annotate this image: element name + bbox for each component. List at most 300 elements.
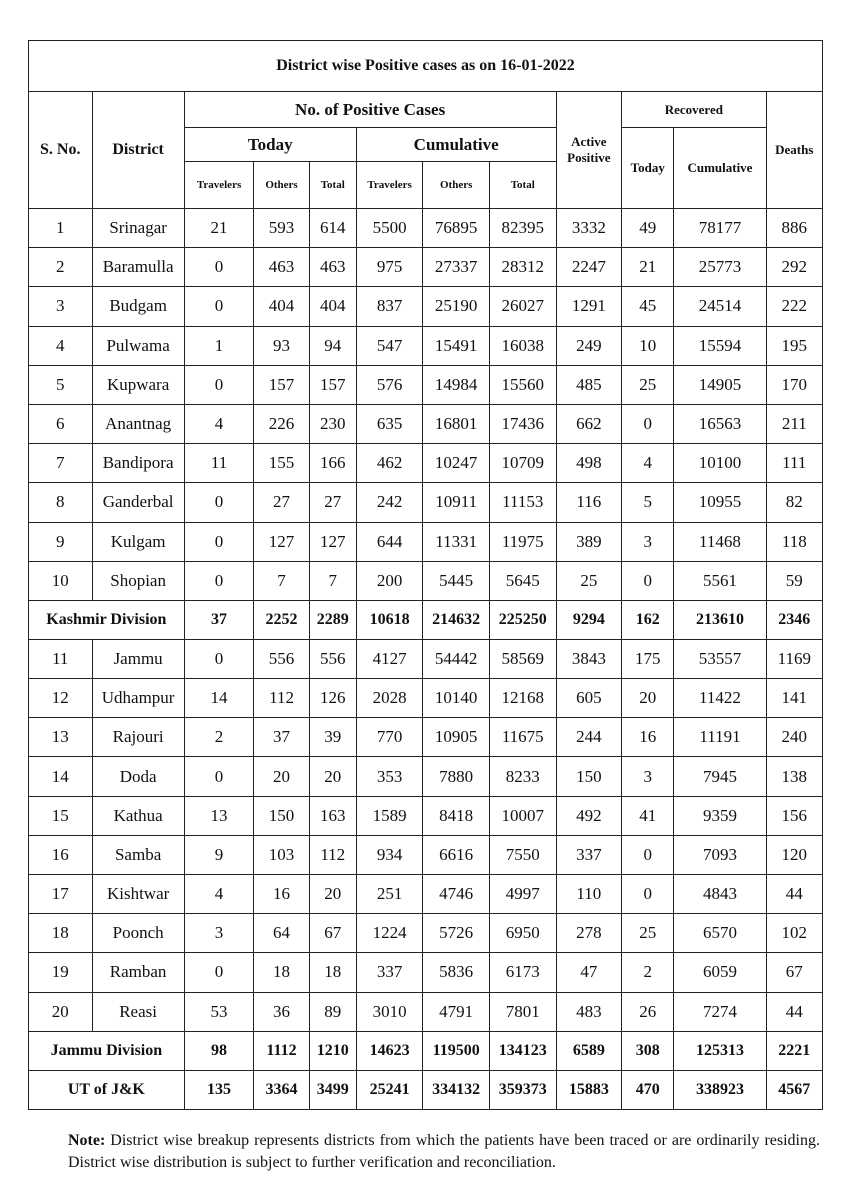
value-cell: 13 (184, 796, 254, 835)
value-cell: 25 (622, 914, 674, 953)
value-cell: 16 (254, 875, 309, 914)
value-cell: 64 (254, 914, 309, 953)
value-cell: 12168 (489, 679, 556, 718)
total-cell: 162 (622, 600, 674, 639)
table-row (29, 561, 823, 600)
value-cell: 1224 (356, 914, 423, 953)
value-cell: 127 (254, 522, 309, 561)
total-cell: 308 (622, 1031, 674, 1070)
value-cell: 127 (309, 522, 356, 561)
value-cell: 18 (309, 953, 356, 992)
table-row (29, 287, 823, 326)
district-cell: Bandipora (92, 444, 184, 483)
value-cell: 292 (766, 248, 822, 287)
value-cell: 662 (556, 404, 622, 443)
value-cell: 20 (309, 875, 356, 914)
value-cell: 337 (356, 953, 423, 992)
district-cell: Ganderbal (92, 483, 184, 522)
header-today-travelers: Travelers (184, 162, 254, 209)
serial-cell: 20 (29, 992, 93, 1031)
value-cell: 27 (309, 483, 356, 522)
table-row (29, 248, 823, 287)
value-cell: 4791 (423, 992, 490, 1031)
note-label: Note: (68, 1132, 106, 1149)
value-cell: 102 (766, 914, 822, 953)
total-cell: 3499 (309, 1070, 356, 1109)
value-cell: 10007 (489, 796, 556, 835)
value-cell: 463 (254, 248, 309, 287)
header-positive-cases: No. of Positive Cases (184, 92, 556, 128)
value-cell: 5445 (423, 561, 490, 600)
value-cell: 111 (766, 444, 822, 483)
division-label: UT of J&K (29, 1070, 185, 1109)
value-cell: 36 (254, 992, 309, 1031)
value-cell: 25 (556, 561, 622, 600)
total-cell: 3364 (254, 1070, 309, 1109)
value-cell: 6950 (489, 914, 556, 953)
value-cell: 53 (184, 992, 254, 1031)
value-cell: 25773 (674, 248, 766, 287)
value-cell: 26 (622, 992, 674, 1031)
table-row (29, 796, 823, 835)
header-cumulative-others: Others (423, 162, 490, 209)
value-cell: 11 (184, 444, 254, 483)
value-cell: 0 (184, 953, 254, 992)
serial-cell: 1 (29, 209, 93, 248)
value-cell: 112 (254, 679, 309, 718)
value-cell: 10100 (674, 444, 766, 483)
value-cell: 404 (254, 287, 309, 326)
total-cell: 1210 (309, 1031, 356, 1070)
table-body (29, 209, 823, 1110)
value-cell: 112 (309, 835, 356, 874)
district-cell: Ramban (92, 953, 184, 992)
value-cell: 0 (184, 757, 254, 796)
value-cell: 14984 (423, 365, 490, 404)
value-cell: 886 (766, 209, 822, 248)
value-cell: 6059 (674, 953, 766, 992)
value-cell: 27 (254, 483, 309, 522)
value-cell: 404 (309, 287, 356, 326)
total-cell: 4567 (766, 1070, 822, 1109)
value-cell: 0 (184, 522, 254, 561)
value-cell: 93 (254, 326, 309, 365)
value-cell: 0 (622, 835, 674, 874)
total-cell: 2252 (254, 600, 309, 639)
district-cell: Shopian (92, 561, 184, 600)
serial-cell: 5 (29, 365, 93, 404)
value-cell: 156 (766, 796, 822, 835)
district-cell: Pulwama (92, 326, 184, 365)
serial-cell: 7 (29, 444, 93, 483)
table-row (29, 757, 823, 796)
table-row (29, 679, 823, 718)
value-cell: 16 (622, 718, 674, 757)
value-cell: 5561 (674, 561, 766, 600)
value-cell: 67 (766, 953, 822, 992)
serial-cell: 16 (29, 835, 93, 874)
value-cell: 26027 (489, 287, 556, 326)
total-cell: 213610 (674, 600, 766, 639)
serial-cell: 9 (29, 522, 93, 561)
jammu-division-total-row (29, 1031, 823, 1070)
value-cell: 0 (184, 248, 254, 287)
value-cell: 10140 (423, 679, 490, 718)
value-cell: 244 (556, 718, 622, 757)
header-cumulative-total: Total (489, 162, 556, 209)
value-cell: 10911 (423, 483, 490, 522)
district-cell: Budgam (92, 287, 184, 326)
value-cell: 49 (622, 209, 674, 248)
value-cell: 0 (184, 287, 254, 326)
value-cell: 9359 (674, 796, 766, 835)
value-cell: 25190 (423, 287, 490, 326)
value-cell: 150 (254, 796, 309, 835)
total-cell: 470 (622, 1070, 674, 1109)
value-cell: 94 (309, 326, 356, 365)
header-recovered-today: Today (622, 128, 674, 209)
table-title: District wise Positive cases as on 16-01-2022 (29, 41, 823, 92)
total-cell: 338923 (674, 1070, 766, 1109)
value-cell: 240 (766, 718, 822, 757)
value-cell: 20 (254, 757, 309, 796)
note-text: District wise breakup represents districts from which the patients have been traced or are ordinarily residing. District wise distribution is subject to further verification and reconciliation. (68, 1132, 820, 1171)
value-cell: 211 (766, 404, 822, 443)
value-cell: 47 (556, 953, 622, 992)
value-cell: 53557 (674, 639, 766, 678)
value-cell: 45 (622, 287, 674, 326)
value-cell: 4843 (674, 875, 766, 914)
value-cell: 4127 (356, 639, 423, 678)
value-cell: 11153 (489, 483, 556, 522)
serial-cell: 15 (29, 796, 93, 835)
value-cell: 242 (356, 483, 423, 522)
value-cell: 9 (184, 835, 254, 874)
district-cell: Reasi (92, 992, 184, 1031)
value-cell: 10709 (489, 444, 556, 483)
serial-cell: 14 (29, 757, 93, 796)
district-cell: Kulgam (92, 522, 184, 561)
value-cell: 644 (356, 522, 423, 561)
value-cell: 59 (766, 561, 822, 600)
header-cumulative-travelers: Travelers (356, 162, 423, 209)
value-cell: 14 (184, 679, 254, 718)
header-cumulative: Cumulative (356, 128, 556, 162)
header-sno: S. No. (29, 92, 93, 209)
total-cell: 9294 (556, 600, 622, 639)
value-cell: 2 (184, 718, 254, 757)
value-cell: 10905 (423, 718, 490, 757)
value-cell: 110 (556, 875, 622, 914)
value-cell: 14905 (674, 365, 766, 404)
cases-table (28, 40, 823, 1110)
value-cell: 7274 (674, 992, 766, 1031)
footnote (68, 1130, 820, 1174)
value-cell: 82 (766, 483, 822, 522)
total-cell: 15883 (556, 1070, 622, 1109)
value-cell: 337 (556, 835, 622, 874)
value-cell: 11975 (489, 522, 556, 561)
value-cell: 170 (766, 365, 822, 404)
total-cell: 98 (184, 1031, 254, 1070)
value-cell: 576 (356, 365, 423, 404)
value-cell: 27337 (423, 248, 490, 287)
value-cell: 24514 (674, 287, 766, 326)
value-cell: 126 (309, 679, 356, 718)
value-cell: 4 (184, 875, 254, 914)
header-today: Today (184, 128, 356, 162)
value-cell: 5 (622, 483, 674, 522)
value-cell: 8418 (423, 796, 490, 835)
table-row (29, 718, 823, 757)
value-cell: 3843 (556, 639, 622, 678)
table-row (29, 914, 823, 953)
value-cell: 0 (622, 561, 674, 600)
value-cell: 556 (254, 639, 309, 678)
value-cell: 0 (184, 639, 254, 678)
value-cell: 605 (556, 679, 622, 718)
value-cell: 5836 (423, 953, 490, 992)
value-cell: 103 (254, 835, 309, 874)
total-cell: 334132 (423, 1070, 490, 1109)
value-cell: 8233 (489, 757, 556, 796)
serial-cell: 17 (29, 875, 93, 914)
table-row (29, 953, 823, 992)
total-cell: 37 (184, 600, 254, 639)
serial-cell: 2 (29, 248, 93, 287)
value-cell: 141 (766, 679, 822, 718)
value-cell: 389 (556, 522, 622, 561)
table-row (29, 404, 823, 443)
value-cell: 89 (309, 992, 356, 1031)
serial-cell: 4 (29, 326, 93, 365)
district-cell: Rajouri (92, 718, 184, 757)
table-row (29, 992, 823, 1031)
value-cell: 3332 (556, 209, 622, 248)
value-cell: 10955 (674, 483, 766, 522)
value-cell: 770 (356, 718, 423, 757)
value-cell: 230 (309, 404, 356, 443)
total-cell: 10618 (356, 600, 423, 639)
table-row (29, 835, 823, 874)
header-active-positive: Active Positive (556, 92, 622, 209)
value-cell: 18 (254, 953, 309, 992)
table-row (29, 326, 823, 365)
value-cell: 1 (184, 326, 254, 365)
value-cell: 0 (184, 483, 254, 522)
value-cell: 138 (766, 757, 822, 796)
value-cell: 7 (309, 561, 356, 600)
district-cell: Anantnag (92, 404, 184, 443)
value-cell: 11331 (423, 522, 490, 561)
value-cell: 21 (184, 209, 254, 248)
total-cell: 125313 (674, 1031, 766, 1070)
total-cell: 6589 (556, 1031, 622, 1070)
total-cell: 2221 (766, 1031, 822, 1070)
division-label: Kashmir Division (29, 600, 185, 639)
value-cell: 0 (184, 365, 254, 404)
value-cell: 200 (356, 561, 423, 600)
value-cell: 3010 (356, 992, 423, 1031)
value-cell: 614 (309, 209, 356, 248)
value-cell: 5726 (423, 914, 490, 953)
value-cell: 58569 (489, 639, 556, 678)
total-cell: 134123 (489, 1031, 556, 1070)
value-cell: 593 (254, 209, 309, 248)
value-cell: 6570 (674, 914, 766, 953)
value-cell: 41 (622, 796, 674, 835)
value-cell: 0 (622, 875, 674, 914)
serial-cell: 13 (29, 718, 93, 757)
value-cell: 975 (356, 248, 423, 287)
value-cell: 462 (356, 444, 423, 483)
total-cell: 359373 (489, 1070, 556, 1109)
header-recovered: Recovered (622, 92, 766, 128)
value-cell: 6616 (423, 835, 490, 874)
value-cell: 11422 (674, 679, 766, 718)
value-cell: 16563 (674, 404, 766, 443)
value-cell: 6173 (489, 953, 556, 992)
value-cell: 4 (184, 404, 254, 443)
value-cell: 485 (556, 365, 622, 404)
value-cell: 278 (556, 914, 622, 953)
value-cell: 5645 (489, 561, 556, 600)
value-cell: 837 (356, 287, 423, 326)
table-row (29, 639, 823, 678)
total-cell: 2289 (309, 600, 356, 639)
serial-cell: 12 (29, 679, 93, 718)
value-cell: 195 (766, 326, 822, 365)
value-cell: 157 (254, 365, 309, 404)
header-deaths: Deaths (766, 92, 822, 209)
value-cell: 0 (184, 561, 254, 600)
total-cell: 25241 (356, 1070, 423, 1109)
value-cell: 4746 (423, 875, 490, 914)
total-cell: 135 (184, 1070, 254, 1109)
value-cell: 163 (309, 796, 356, 835)
value-cell: 498 (556, 444, 622, 483)
table-row (29, 444, 823, 483)
district-cell: Srinagar (92, 209, 184, 248)
district-cell: Kathua (92, 796, 184, 835)
table-row (29, 209, 823, 248)
district-cell: Jammu (92, 639, 184, 678)
value-cell: 7 (254, 561, 309, 600)
value-cell: 82395 (489, 209, 556, 248)
value-cell: 483 (556, 992, 622, 1031)
value-cell: 21 (622, 248, 674, 287)
value-cell: 463 (309, 248, 356, 287)
table-row (29, 365, 823, 404)
value-cell: 2028 (356, 679, 423, 718)
value-cell: 67 (309, 914, 356, 953)
value-cell: 3 (622, 757, 674, 796)
value-cell: 492 (556, 796, 622, 835)
total-cell: 14623 (356, 1031, 423, 1070)
value-cell: 54442 (423, 639, 490, 678)
value-cell: 1291 (556, 287, 622, 326)
serial-cell: 11 (29, 639, 93, 678)
value-cell: 16038 (489, 326, 556, 365)
value-cell: 78177 (674, 209, 766, 248)
total-cell: 1112 (254, 1031, 309, 1070)
value-cell: 547 (356, 326, 423, 365)
serial-cell: 19 (29, 953, 93, 992)
value-cell: 76895 (423, 209, 490, 248)
total-cell: 214632 (423, 600, 490, 639)
district-cell: Poonch (92, 914, 184, 953)
value-cell: 251 (356, 875, 423, 914)
value-cell: 20 (309, 757, 356, 796)
serial-cell: 8 (29, 483, 93, 522)
division-label: Jammu Division (29, 1031, 185, 1070)
value-cell: 15560 (489, 365, 556, 404)
serial-cell: 10 (29, 561, 93, 600)
value-cell: 157 (309, 365, 356, 404)
value-cell: 2 (622, 953, 674, 992)
table-row (29, 483, 823, 522)
value-cell: 10247 (423, 444, 490, 483)
value-cell: 3 (622, 522, 674, 561)
value-cell: 116 (556, 483, 622, 522)
value-cell: 635 (356, 404, 423, 443)
district-cell: Samba (92, 835, 184, 874)
value-cell: 155 (254, 444, 309, 483)
table-row (29, 875, 823, 914)
value-cell: 175 (622, 639, 674, 678)
value-cell: 39 (309, 718, 356, 757)
value-cell: 4 (622, 444, 674, 483)
header-recovered-cumulative: Cumulative (674, 128, 766, 209)
value-cell: 15594 (674, 326, 766, 365)
value-cell: 17436 (489, 404, 556, 443)
total-cell: 225250 (489, 600, 556, 639)
value-cell: 44 (766, 992, 822, 1031)
value-cell: 7945 (674, 757, 766, 796)
value-cell: 1589 (356, 796, 423, 835)
value-cell: 1169 (766, 639, 822, 678)
value-cell: 249 (556, 326, 622, 365)
header-district: District (92, 92, 184, 209)
value-cell: 11191 (674, 718, 766, 757)
value-cell: 11468 (674, 522, 766, 561)
value-cell: 353 (356, 757, 423, 796)
value-cell: 5500 (356, 209, 423, 248)
value-cell: 44 (766, 875, 822, 914)
value-cell: 0 (622, 404, 674, 443)
total-cell: 119500 (423, 1031, 490, 1070)
value-cell: 7093 (674, 835, 766, 874)
header-today-total: Total (309, 162, 356, 209)
value-cell: 150 (556, 757, 622, 796)
value-cell: 15491 (423, 326, 490, 365)
serial-cell: 6 (29, 404, 93, 443)
serial-cell: 18 (29, 914, 93, 953)
value-cell: 226 (254, 404, 309, 443)
value-cell: 4997 (489, 875, 556, 914)
district-cell: Kupwara (92, 365, 184, 404)
header-today-others: Others (254, 162, 309, 209)
value-cell: 934 (356, 835, 423, 874)
value-cell: 556 (309, 639, 356, 678)
value-cell: 20 (622, 679, 674, 718)
value-cell: 118 (766, 522, 822, 561)
district-cell: Doda (92, 757, 184, 796)
value-cell: 28312 (489, 248, 556, 287)
value-cell: 3 (184, 914, 254, 953)
value-cell: 10 (622, 326, 674, 365)
value-cell: 166 (309, 444, 356, 483)
